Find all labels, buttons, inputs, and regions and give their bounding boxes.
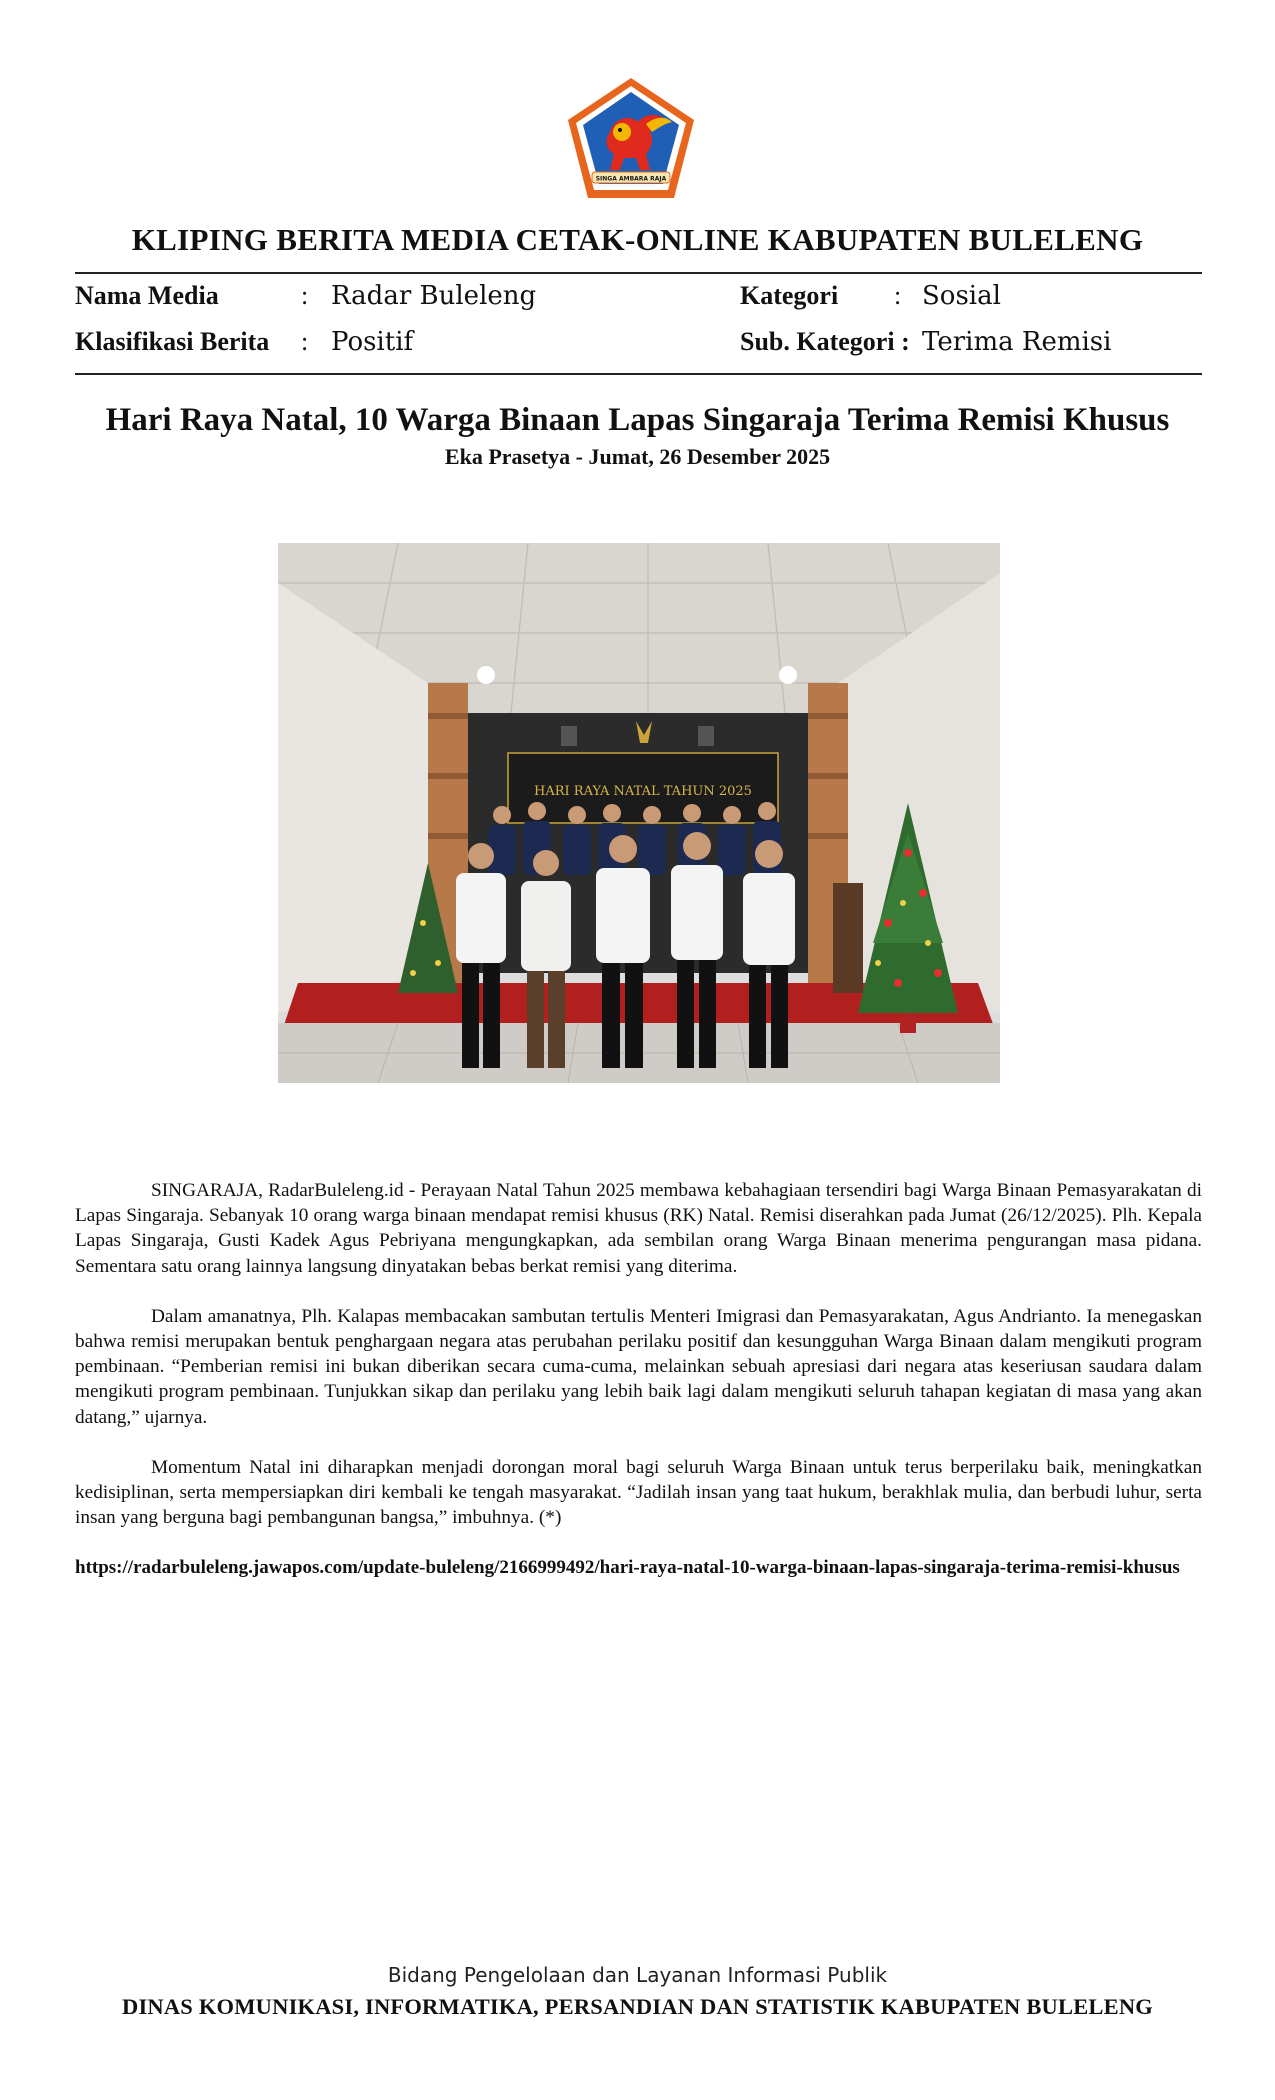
- subcategory-label: Sub. Kategori :: [740, 327, 910, 356]
- lion-emblem-icon: [562, 74, 700, 202]
- article-body: [75, 1178, 1202, 1555]
- media-name-colon: :: [301, 281, 309, 310]
- source-url-link[interactable]: https://radarbuleleng.jawapos.com/update-buleleng/2166999492/hari-raya-natal-10-warga-binaan-lapas-singaraja-terima-remisi-khusus: [75, 1557, 1180, 1578]
- media-name-value: Radar Buleleng: [331, 281, 537, 311]
- article-byline: Eka Prasetya - Jumat, 26 Desember 2025: [444, 444, 831, 469]
- category-label: Kategori: [740, 281, 839, 310]
- logo-motto: SINGA AMBARA RAJA: [595, 175, 667, 183]
- buleleng-regency-logo: [562, 74, 700, 202]
- classification-label: Klasifikasi Berita: [75, 327, 270, 356]
- paragraph-2: Dalam amanatnya, Plh. Kalapas membacakan sambutan tertulis Menteri Imigrasi dan Pemasyarakatan, Agus Andrianto. Ia menegaskan bahwa remisi merupakan bentuk penghargaan negara atas perubahan perilaku positif dan kesungguhan Warga Binaan dalam mengikuti program pembinaan. “Pemberian remisi ini bukan diberikan secara cuma-cuma, melainkan sebuah apresiasi dari negara atas keseriusan saudara dalam mengikuti program pembinaan. Tunjukkan sikap dan perilaku yang lebih baik lagi dalam mengikuti seluruh tahapan kegiatan di masa yang akan datang,” ujarnya.: [75, 1305, 1202, 1428]
- category-value: Sosial: [922, 281, 1001, 311]
- footer-department: Bidang Pengelolaan dan Layanan Informasi Publik: [387, 1963, 888, 1987]
- group-photo-image: [278, 543, 1000, 1083]
- top-divider: [75, 272, 1202, 274]
- category-colon: :: [894, 281, 902, 310]
- bottom-divider: [75, 373, 1202, 375]
- article-headline: Hari Raya Natal, 10 Warga Binaan Lapas Singaraja Terima Remisi Khusus: [105, 402, 1170, 438]
- banner-text: HARI RAYA NATAL TAHUN 2025: [534, 784, 752, 799]
- document-title: KLIPING BERITA MEDIA CETAK-ONLINE KABUPATEN BULELENG: [131, 222, 1144, 257]
- subcategory-value: Terima Remisi: [922, 327, 1112, 357]
- media-name-label: Nama Media: [75, 281, 219, 310]
- paragraph-3: Momentum Natal ini diharapkan menjadi dorongan moral bagi seluruh Warga Binaan untuk terus berperilaku baik, meningkatkan kedisiplinan, serta mempersiapkan diri kembali ke tengah masyarakat. “Jadilah insan yang taat hukum, berakhlak mulia, dan berbudi luhur, serta insan yang berguna bagi pembangunan bangsa,” imbuhnya. (*): [75, 1456, 1202, 1529]
- footer-agency: DINAS KOMUNIKASI, INFORMATIKA, PERSANDIAN DAN STATISTIK KABUPATEN BULELENG: [122, 1994, 1153, 2019]
- classification-value: Positif: [331, 327, 414, 357]
- paragraph-1: SINGARAJA, RadarBuleleng.id - Perayaan Natal Tahun 2025 membawa kebahagiaan tersendiri bagi Warga Binaan Pemasyarakatan di Lapas Singaraja. Sebanyak 10 orang warga binaan mendapat remisi khusus (RK) Natal. Remisi diserahkan pada Jumat (26/12/2025). Plh. Kepala Lapas Singaraja, Gusti Kadek Agus Pebriyana mengungkapkan, ada sembilan orang Warga Binaan menerima pengurangan masa pidana. Sementara satu orang lainnya langsung dinyatakan bebas berkat remisi yang diterima.: [75, 1180, 1202, 1277]
- article-photo: [278, 543, 1000, 1083]
- classification-colon: :: [301, 327, 309, 356]
